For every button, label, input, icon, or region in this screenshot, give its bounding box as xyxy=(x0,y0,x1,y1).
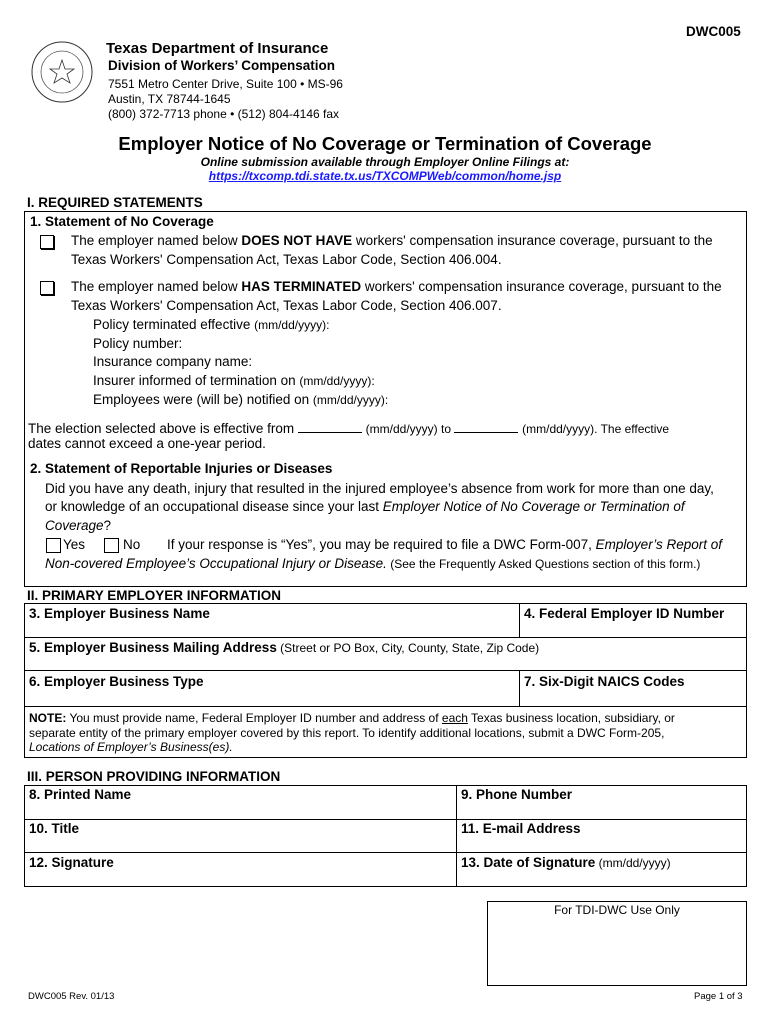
signature-field[interactable]: 12. Signature xyxy=(29,855,114,870)
insurance-company-field[interactable]: Insurance company name: xyxy=(93,354,253,369)
policy-number-field[interactable]: Policy number: xyxy=(93,336,183,351)
mailing-address-field[interactable]: 5. Employer Business Mailing Address (Street or PO Box, City, County, State, Zip Code) xyxy=(29,640,540,655)
no-coverage-checkbox[interactable] xyxy=(40,235,54,249)
agency-name: Texas Department of Insurance xyxy=(106,40,329,57)
option2-text: The employer named below HAS TERMINATED workers' compensation insurance coverage, pursuant to the xyxy=(71,279,722,294)
office-use-label: For TDI-DWC Use Only xyxy=(554,903,680,917)
note-line2: separate entity of the primary employer covered by this report. To identify additional locations, submit a DWC Form-205, xyxy=(29,726,665,740)
form-id: DWC005 xyxy=(686,24,741,39)
statement2-line3: Coverage? xyxy=(45,518,112,533)
no-checkbox[interactable] xyxy=(104,538,119,553)
division-name: Division of Workers’ Compensation xyxy=(108,58,336,73)
texas-seal-icon xyxy=(30,40,94,104)
response-text: If your response is “Yes”, you may be required to file a DWC Form-007, Employer’s Report of xyxy=(167,537,722,552)
statement2-line1: Did you have any death, injury that resulted in the injured employee’s absence from work for more than one day, xyxy=(45,481,714,496)
insurer-informed-field[interactable]: Insurer informed of termination on (mm/dd/yyyy): xyxy=(93,373,375,388)
section2-heading: II. PRIMARY EMPLOYER INFORMATION xyxy=(27,588,282,603)
section3-box xyxy=(24,785,747,887)
address-line2: Austin, TX 78744-1645 xyxy=(108,92,231,106)
phone-number-field[interactable]: 9. Phone Number xyxy=(461,787,573,802)
effective-to-field[interactable] xyxy=(454,420,518,433)
contact-line: (800) 372-7713 phone • (512) 804-4146 fax xyxy=(108,107,340,121)
option1-line2: Texas Workers' Compensation Act, Texas Labor Code, Section 406.004. xyxy=(71,252,502,267)
section3-heading: III. PERSON PROVIDING INFORMATION xyxy=(27,769,281,784)
section1-heading: I. REQUIRED STATEMENTS xyxy=(27,195,203,210)
footer-revision: DWC005 Rev. 01/13 xyxy=(28,991,115,1002)
statement2-title: 2. Statement of Reportable Injuries or Diseases xyxy=(30,461,333,476)
address-line1: 7551 Metro Center Drive, Suite 100 • MS-96 xyxy=(108,77,343,91)
footer-page: Page 1 of 3 xyxy=(694,991,743,1002)
response-line2: Non-covered Employee’s Occupational Injury or Disease. (See the Frequently Asked Questions section of this form.) xyxy=(45,556,701,571)
yes-label: Yes xyxy=(63,537,86,552)
note-line3: Locations of Employer’s Business(es). xyxy=(29,740,233,754)
employees-notified-field[interactable]: Employees were (will be) notified on (mm/dd/yyyy): xyxy=(93,392,389,407)
employer-business-name-field[interactable]: 3. Employer Business Name xyxy=(29,606,210,621)
federal-employer-id-field[interactable]: 4. Federal Employer ID Number xyxy=(524,606,725,621)
email-field[interactable]: 11. E-mail Address xyxy=(461,821,581,836)
terminated-checkbox[interactable] xyxy=(40,281,54,295)
naics-codes-field[interactable]: 7. Six-Digit NAICS Codes xyxy=(524,674,685,689)
yes-checkbox[interactable] xyxy=(46,538,61,553)
online-filings-link[interactable]: https://txcomp.tdi.state.tx.us/TXCOMPWeb/common/home.jsp xyxy=(208,169,562,183)
option2-line2: Texas Workers' Compensation Act, Texas Labor Code, Section 406.007. xyxy=(71,298,502,313)
date-of-signature-field[interactable]: 13. Date of Signature (mm/dd/yyyy) xyxy=(461,855,671,870)
title-field[interactable]: 10. Title xyxy=(29,821,80,836)
printed-name-field[interactable]: 8. Printed Name xyxy=(29,787,132,802)
election-line: The election selected above is effective from (mm/dd/yyyy) to (mm/dd/yyyy). The effective xyxy=(28,421,670,436)
statement2-line2: or knowledge of an occupational disease since your last Employer Notice of No Coverage or Termination of xyxy=(45,499,685,514)
page-title: Employer Notice of No Coverage or Termination of Coverage xyxy=(118,133,652,154)
option1-text: The employer named below DOES NOT HAVE workers' compensation insurance coverage, pursuant to the xyxy=(71,233,713,248)
note-line1: NOTE: You must provide name, Federal Employer ID number and address of each Texas business location, subsidiary, or xyxy=(29,711,675,725)
effective-from-field[interactable] xyxy=(298,420,362,433)
policy-terminated-field[interactable]: Policy terminated effective (mm/dd/yyyy): xyxy=(93,317,330,332)
no-label: No xyxy=(123,537,141,552)
subtitle: Online submission available through Employer Online Filings at: xyxy=(200,155,570,169)
business-type-field[interactable]: 6. Employer Business Type xyxy=(29,674,204,689)
election-line2: dates cannot exceed a one-year period. xyxy=(28,436,266,451)
statement1-title: 1. Statement of No Coverage xyxy=(30,214,214,229)
